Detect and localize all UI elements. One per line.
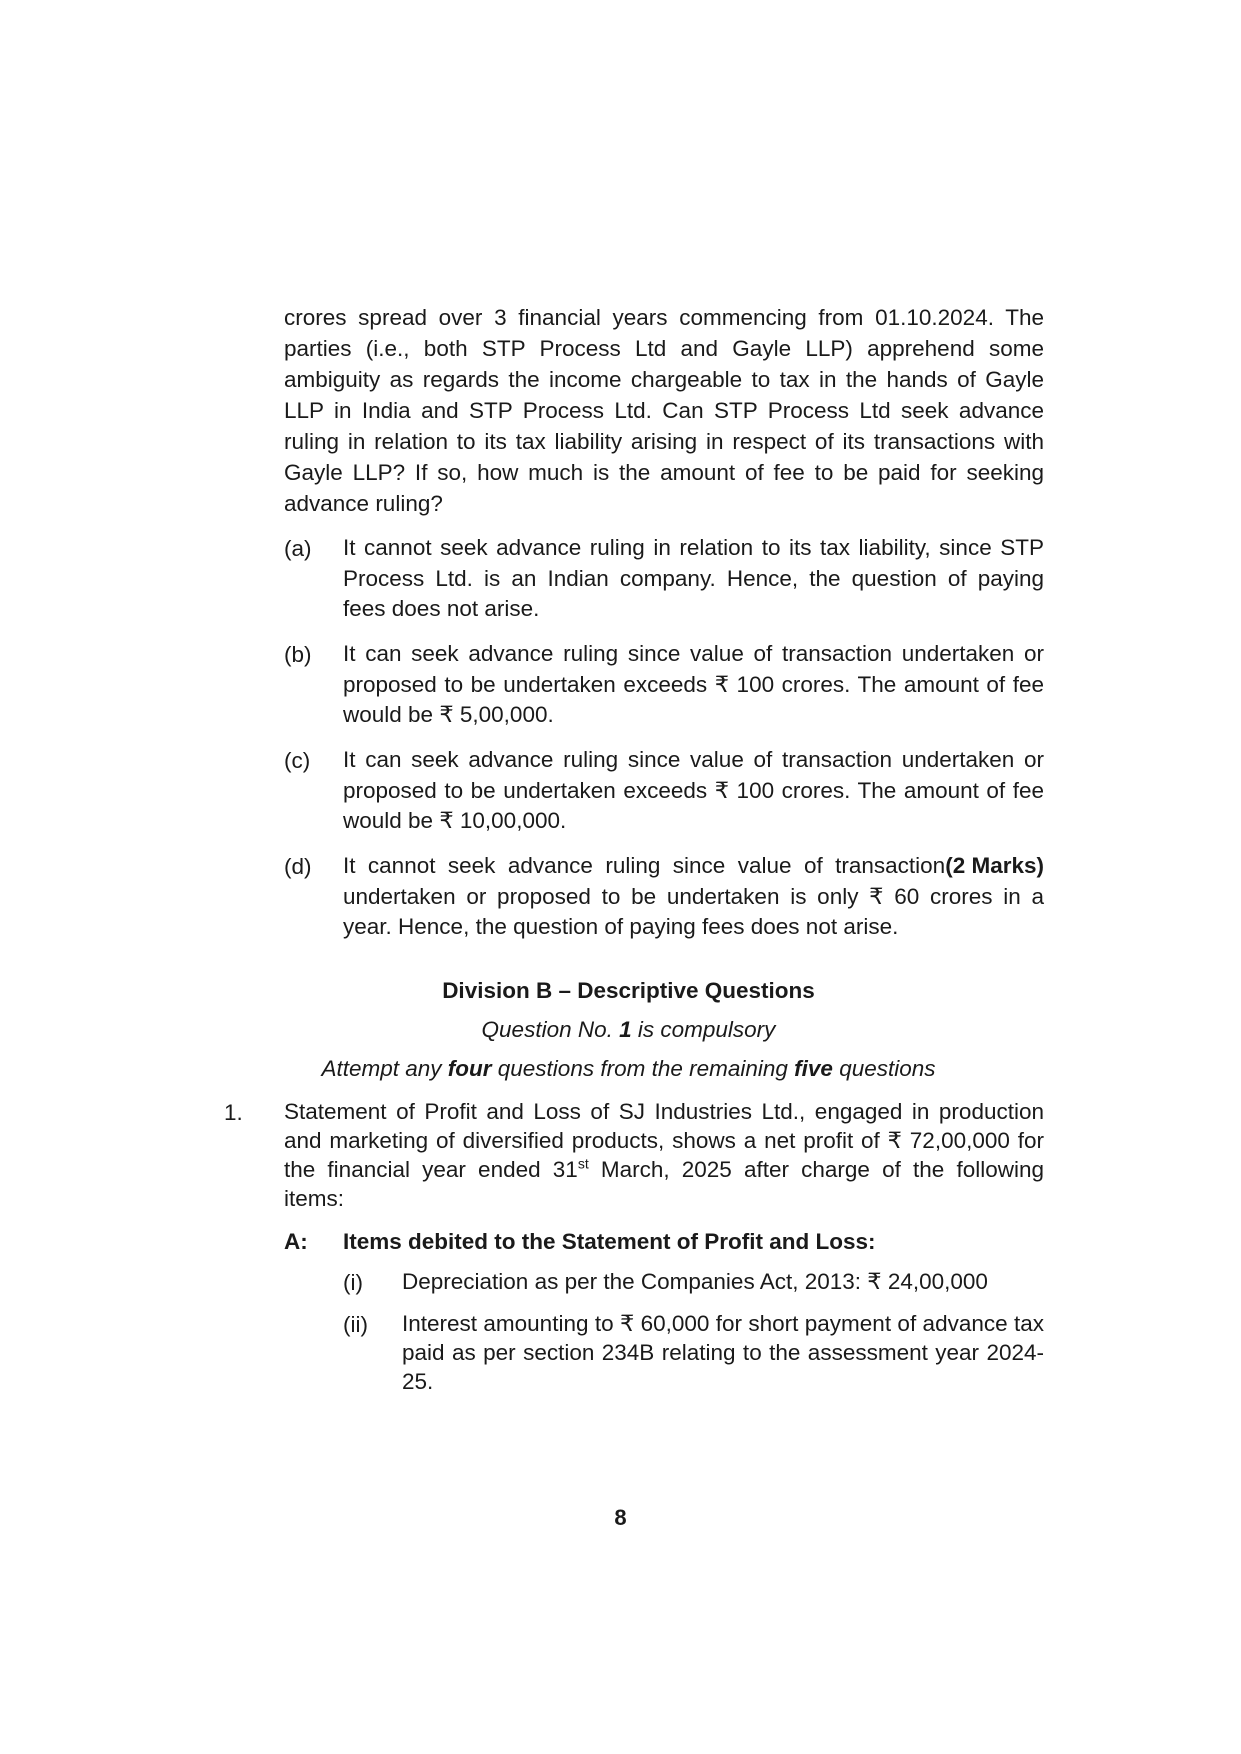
option-text-content: It cannot seek advance ruling since value of transaction undertaken or proposed to be undertaken is only ₹ 60 crores in a year. Hence, the question of paying fees does not arise. — [343, 853, 1044, 939]
compulsory-post: is compulsory — [631, 1017, 776, 1042]
attempt-mid: questions from the remaining — [491, 1056, 795, 1081]
attempt-post: questions — [832, 1056, 936, 1081]
option-text — [343, 851, 1044, 943]
compulsory-note — [8, 1014, 1241, 1045]
item-i — [343, 1267, 1044, 1296]
question-1-text — [284, 1097, 1044, 1213]
item-label: (i) — [343, 1270, 363, 1295]
option-c — [284, 745, 1044, 837]
page-number: 8 — [614, 1505, 627, 1530]
option-text: It can seek advance ruling since value of transaction undertaken or proposed to be undertaken exceeds ₹ 100 crores. The amount of fee would be ₹ 5,00,000. — [343, 641, 1044, 727]
attempt-five: five — [794, 1056, 833, 1081]
option-label: (b) — [284, 642, 312, 667]
marks-label: (2 Marks) — [945, 853, 1044, 878]
question-intro-paragraph: crores spread over 3 financial years commencing from 01.10.2024. The parties (i.e., both STP Process Ltd and Gayle LLP) apprehend some ambiguity as regards the income chargeable to tax in the hands of Gayle LLP in India and STP Process Ltd. Can STP Process Ltd seek advance ruling in relation to its tax liability arising in respect of its transactions with Gayle LLP? If so, how much is the amount of fee to be paid for seeking advance ruling? — [284, 305, 1044, 516]
section-a-title: Items debited to the Statement of Profit and Loss: — [343, 1229, 876, 1254]
question-1-text-post: March, 2025 after charge of the following items: — [284, 1157, 1044, 1211]
option-a — [284, 533, 1044, 625]
compulsory-number: 1 — [619, 1017, 632, 1042]
attempt-four: four — [447, 1056, 492, 1081]
option-label: (c) — [284, 748, 311, 773]
item-text: Depreciation as per the Companies Act, 2013: ₹ 24,00,000 — [402, 1269, 988, 1294]
option-b — [284, 639, 1044, 731]
attempt-instruction — [8, 1053, 1241, 1084]
superscript: st — [577, 1155, 589, 1172]
option-label: (a) — [284, 536, 312, 561]
item-label: (ii) — [343, 1312, 368, 1337]
option-text: It can seek advance ruling since value of transaction undertaken or proposed to be undertaken exceeds ₹ 100 crores. The amount of fee would be ₹ 10,00,000. — [343, 747, 1044, 833]
question-number: 1. — [224, 1100, 243, 1125]
item-ii — [343, 1309, 1044, 1396]
compulsory-pre: Question No. — [481, 1017, 620, 1042]
attempt-pre: Attempt any — [321, 1056, 448, 1081]
option-text: It cannot seek advance ruling in relation to its tax liability, since STP Process Ltd. is an Indian company. Hence, the question of paying fees does not arise. — [343, 535, 1044, 621]
question-1-text-pre: Statement of Profit and Loss of SJ Industries Ltd., engaged in production and marketing of diversified products, shows a net profit of ₹ 72,00,000 for the financial year ended 31 — [284, 1099, 1044, 1182]
option-label: (d) — [284, 854, 312, 879]
option-d — [284, 851, 1044, 943]
item-text: Interest amounting to ₹ 60,000 for short payment of advance tax paid as per section 234B relating to the assessment year 2024-25. — [402, 1311, 1044, 1394]
division-title: Division B – Descriptive Questions — [442, 978, 815, 1003]
section-a-label: A: — [284, 1229, 308, 1254]
